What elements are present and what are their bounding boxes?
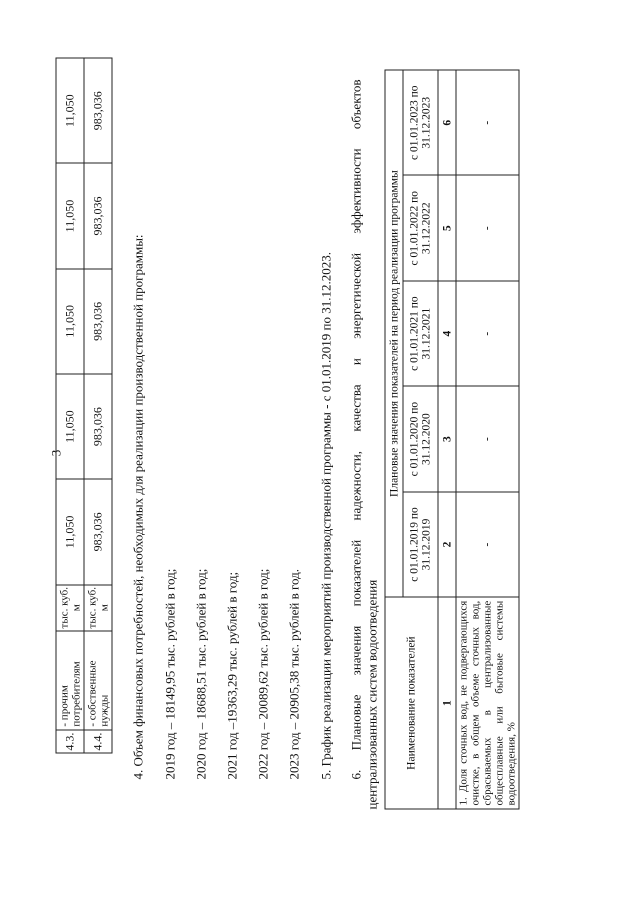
row-unit: тыс. куб. м xyxy=(84,584,112,630)
row-label: - прочим потребителям xyxy=(56,630,84,729)
header-period: с 01.01.2021 по 31.12.2021 xyxy=(403,280,438,385)
row-value: 11,050 xyxy=(56,373,84,478)
row-value: 11,050 xyxy=(56,58,84,163)
row-value: 11,050 xyxy=(56,163,84,268)
column-number: 4 xyxy=(438,280,456,385)
section5-text: 5. График реализации мероприятий производственной программы - с 01.01.2019 по 31.12.2023. xyxy=(318,251,333,779)
column-number: 6 xyxy=(438,70,456,175)
indicator-value: - xyxy=(456,386,519,491)
column-number: 3 xyxy=(438,386,456,491)
column-number: 2 xyxy=(438,491,456,596)
finance-item: 2023 год – 20905,38 тыс. рублей в год. xyxy=(286,568,301,779)
row-value: 983,036 xyxy=(84,373,112,478)
row-number: 4.4. xyxy=(84,730,112,753)
section6-heading-line2: централизованных систем водоотведения xyxy=(364,579,379,809)
header-period: с 01.01.2022 по 31.12.2022 xyxy=(403,175,438,280)
header-plan-values: Плановые значения показателей на период реализации программы xyxy=(385,70,403,597)
section4-heading: 4. Объем финансовых потребностей, необходимых для реализации производственной программы: xyxy=(130,233,145,779)
header-indicator-name: Наименование показателей xyxy=(385,597,438,809)
row-unit: тыс. куб. м xyxy=(56,584,84,630)
indicator-value: - xyxy=(456,491,519,596)
page-number: 3 xyxy=(48,449,63,456)
table-header-row xyxy=(385,70,403,809)
row-value: 983,036 xyxy=(84,163,112,268)
row-value: 983,036 xyxy=(84,58,112,163)
row-value: 983,036 xyxy=(84,479,112,584)
finance-item: 2019 год – 18149,95 тыс. рублей в год; xyxy=(162,568,177,779)
row-number: 4.3. xyxy=(56,730,84,753)
indicator-value: - xyxy=(456,280,519,385)
indicators-table xyxy=(384,69,519,809)
header-period: с 01.01.2020 по 31.12.2020 xyxy=(403,386,438,491)
indicator-name: 1. Доля сточных вод, не подвергающихся очистке, в общем объеме сточных вод, сбрасываемых в централизованные общесплавные или бытовые системы водоотведения, % xyxy=(456,597,519,809)
finance-item: 2021 год –19363,29 тыс. рублей в год; xyxy=(224,571,239,779)
section6-heading-line1: 6. Плановые значения показателей надежности, качества и энергетической эффективности объектов xyxy=(348,79,363,779)
column-number: 1 xyxy=(438,597,456,809)
row-value: 11,050 xyxy=(56,268,84,373)
table-row xyxy=(456,70,519,809)
row-value: 11,050 xyxy=(56,479,84,584)
row-value: 983,036 xyxy=(84,268,112,373)
finance-item: 2020 год – 18688,51 тыс. рублей в год; xyxy=(193,568,208,779)
finance-item: 2022 год – 20089,62 тыс. рублей в год; xyxy=(255,568,270,779)
volume-table xyxy=(55,57,112,753)
column-number-row xyxy=(438,70,456,809)
table-row xyxy=(84,58,112,753)
table-row xyxy=(56,58,84,753)
column-number: 5 xyxy=(438,175,456,280)
indicator-value: - xyxy=(456,175,519,280)
header-period: с 01.01.2019 по 31.12.2019 xyxy=(403,491,438,596)
header-period: с 01.01.2023 по 31.12.2023 xyxy=(403,70,438,175)
indicator-value: - xyxy=(456,70,519,175)
row-label: - собственные нужды xyxy=(84,630,112,729)
